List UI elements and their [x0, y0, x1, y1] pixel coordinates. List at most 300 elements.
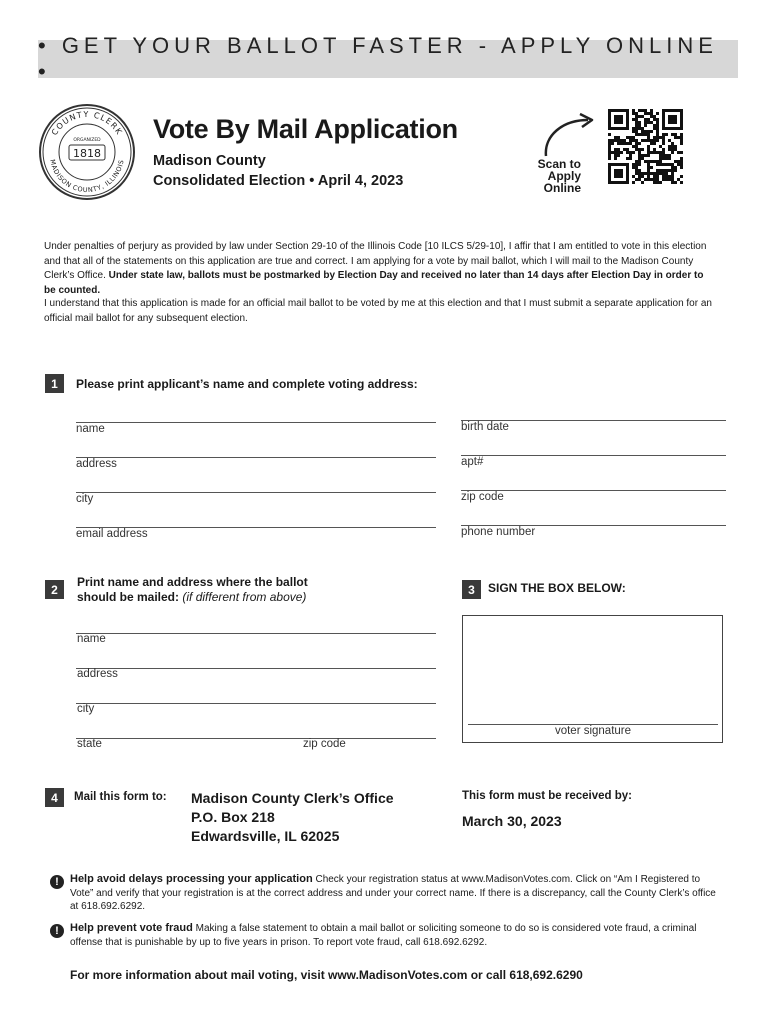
- qr-module: [644, 121, 647, 124]
- seal-bottom-text: MADISON COUNTY, ILLINOIS: [48, 158, 126, 195]
- mail-name-label: name: [77, 633, 106, 645]
- qr-module: [626, 142, 629, 145]
- qr-module: [641, 175, 644, 178]
- qr-module: [653, 139, 656, 142]
- city-label: city: [76, 493, 94, 505]
- qr-module: [662, 136, 665, 139]
- qr-module: [671, 151, 674, 154]
- qr-module: [671, 133, 674, 136]
- qr-module: [680, 166, 683, 169]
- address-field[interactable]: [76, 457, 436, 458]
- qr-module: [617, 148, 620, 151]
- qr-module: [641, 130, 644, 133]
- qr-module: [638, 124, 641, 127]
- qr-module: [674, 160, 677, 163]
- qr-module: [632, 181, 635, 184]
- qr-module: [680, 139, 683, 142]
- qr-module: [647, 175, 650, 178]
- qr-module: [638, 142, 641, 145]
- qr-module: [647, 151, 650, 154]
- qr-module: [653, 115, 656, 118]
- mail-address-line-2: P.O. Box 218: [191, 809, 275, 825]
- qr-module: [641, 115, 644, 118]
- qr-module: [650, 160, 653, 163]
- qr-module: [635, 118, 638, 121]
- qr-module: [644, 112, 647, 115]
- qr-module: [644, 118, 647, 121]
- qr-module: [635, 169, 638, 172]
- qr-module: [662, 154, 665, 157]
- section-2-number: 2: [45, 580, 64, 599]
- qr-module: [644, 178, 647, 181]
- qr-module: [650, 139, 653, 142]
- seal-year: 1818: [73, 147, 101, 160]
- qr-module: [647, 148, 650, 151]
- mail-name-field[interactable]: [76, 633, 436, 634]
- qr-module: [680, 157, 683, 160]
- qr-module: [674, 166, 677, 169]
- qr-module: [638, 169, 641, 172]
- qr-module: [650, 115, 653, 118]
- curved-arrow-icon: [540, 112, 600, 160]
- qr-module: [677, 178, 680, 181]
- zip-code-label: zip code: [461, 491, 504, 503]
- qr-module: [668, 139, 671, 142]
- qr-module: [617, 136, 620, 139]
- qr-module: [647, 163, 650, 166]
- qr-module: [656, 151, 659, 154]
- qr-module: [644, 139, 647, 142]
- qr-module: [668, 145, 671, 148]
- qr-module: [656, 172, 659, 175]
- qr-module: [614, 157, 617, 160]
- qr-module: [638, 160, 641, 163]
- mail-city-label: city: [77, 703, 95, 715]
- qr-module: [659, 169, 662, 172]
- qr-module: [644, 130, 647, 133]
- qr-module: [662, 142, 665, 145]
- qr-module: [650, 151, 653, 154]
- qr-module: [653, 151, 656, 154]
- qr-module: [608, 154, 611, 157]
- phone-label: phone number: [461, 526, 536, 538]
- qr-module: [611, 139, 614, 142]
- qr-module: [608, 151, 611, 154]
- qr-module: [671, 142, 674, 145]
- qr-module: [638, 109, 641, 112]
- qr-module: [677, 163, 680, 166]
- qr-module: [638, 148, 641, 151]
- mail-state-label: state: [77, 738, 102, 750]
- qr-module: [638, 175, 641, 178]
- qr-module: [638, 133, 641, 136]
- perjury-statement: [44, 240, 716, 298]
- qr-module: [635, 145, 638, 148]
- mail-zip-label: zip code: [303, 738, 346, 750]
- section-1-heading: Please print applicant’s name and complete voting address:: [76, 377, 418, 391]
- qr-module: [641, 127, 644, 130]
- qr-module: [635, 133, 638, 136]
- qr-module: [671, 175, 674, 178]
- qr-module: [668, 178, 671, 181]
- qr-module: [659, 136, 662, 139]
- qr-module: [659, 163, 662, 166]
- qr-module: [665, 163, 668, 166]
- qr-module: [665, 154, 668, 157]
- qr-module: [680, 160, 683, 163]
- section-2-note: (if different from above): [182, 590, 307, 604]
- qr-module: [653, 175, 656, 178]
- qr-module: [656, 112, 659, 115]
- qr-module: [608, 145, 611, 148]
- qr-module: [653, 118, 656, 121]
- qr-module: [653, 124, 656, 127]
- apply-online-banner: • GET YOUR BALLOT FASTER - APPLY ONLINE •: [38, 40, 738, 78]
- county-clerk-seal: [38, 103, 136, 201]
- qr-module: [629, 136, 632, 139]
- qr-finder-pattern: [668, 115, 677, 124]
- mail-city-field[interactable]: [76, 703, 436, 704]
- qr-module: [638, 154, 641, 157]
- mail-address-line-1: Madison County Clerk’s Office: [191, 790, 394, 806]
- qr-module: [641, 139, 644, 142]
- qr-module: [611, 142, 614, 145]
- mail-address-field[interactable]: [76, 668, 436, 669]
- qr-module: [674, 181, 677, 184]
- subsequent-election-statement: I understand that this application is made for an official mail ballot to be voted by me at this election and that I must submit a separate application for an official mail ballot for any subsequent election.: [44, 298, 712, 324]
- deadline-date: March 30, 2023: [462, 813, 562, 829]
- qr-module: [668, 148, 671, 151]
- qr-module: [647, 118, 650, 121]
- qr-module: [641, 157, 644, 160]
- qr-module: [641, 181, 644, 184]
- qr-module: [671, 166, 674, 169]
- qr-module: [650, 142, 653, 145]
- qr-module: [665, 133, 668, 136]
- qr-module: [671, 145, 674, 148]
- qr-module: [635, 124, 638, 127]
- qr-module: [647, 160, 650, 163]
- qr-module: [617, 142, 620, 145]
- qr-module: [629, 151, 632, 154]
- qr-module: [638, 121, 641, 124]
- qr-module: [671, 169, 674, 172]
- notice-delays: [70, 873, 720, 914]
- qr-module: [662, 178, 665, 181]
- qr-module: [608, 148, 611, 151]
- qr-module: [680, 136, 683, 139]
- qr-module: [647, 112, 650, 115]
- qr-module: [629, 139, 632, 142]
- qr-module: [668, 169, 671, 172]
- qr-module: [653, 136, 656, 139]
- qr-module: [680, 133, 683, 136]
- notice-fraud-title: Help prevent vote fraud: [70, 922, 193, 934]
- qr-module: [662, 133, 665, 136]
- qr-module: [674, 136, 677, 139]
- qr-module: [674, 133, 677, 136]
- qr-module: [659, 145, 662, 148]
- qr-module: [647, 139, 650, 142]
- qr-module: [632, 145, 635, 148]
- qr-module: [620, 139, 623, 142]
- qr-module: [635, 148, 638, 151]
- qr-module: [635, 130, 638, 133]
- qr-module: [659, 181, 662, 184]
- qr-module: [665, 157, 668, 160]
- qr-module: [656, 160, 659, 163]
- perjury-text: Under penalties of perjury as provided by law under Section 29-10 of the Illinois Code [10 ILCS 5/29-10], I affir that I am entitled to vote in this election and that all of the statements on this application are true and correct. I am applying for a vote by mail ballot, which I will mail to the Madison County Clerk’s Office.: [44, 241, 707, 281]
- qr-module: [641, 109, 644, 112]
- mail-address-line-3: Edwardsville, IL 62025: [191, 828, 340, 844]
- qr-module: [635, 127, 638, 130]
- qr-module: [671, 172, 674, 175]
- seal-organized-text: ORGANIZED: [73, 138, 101, 143]
- qr-module: [680, 151, 683, 154]
- notice-delays-title: Help avoid delays processing your application: [70, 873, 313, 885]
- qr-module: [632, 130, 635, 133]
- qr-module: [647, 166, 650, 169]
- qr-module: [680, 142, 683, 145]
- qr-module: [659, 160, 662, 163]
- qr-module: [641, 172, 644, 175]
- qr-module: [659, 172, 662, 175]
- qr-module: [662, 163, 665, 166]
- qr-module: [662, 151, 665, 154]
- qr-module: [656, 136, 659, 139]
- qr-module: [653, 127, 656, 130]
- qr-module: [680, 181, 683, 184]
- qr-module: [653, 142, 656, 145]
- qr-module: [623, 142, 626, 145]
- apt-label: apt#: [461, 456, 484, 468]
- qr-module: [629, 142, 632, 145]
- qr-module: [635, 115, 638, 118]
- qr-finder-pattern: [614, 115, 623, 124]
- qr-module: [644, 154, 647, 157]
- qr-module: [644, 109, 647, 112]
- qr-module: [641, 154, 644, 157]
- city-field[interactable]: [76, 492, 436, 493]
- qr-module: [647, 172, 650, 175]
- qr-module: [638, 163, 641, 166]
- qr-module: [632, 163, 635, 166]
- qr-module: [626, 151, 629, 154]
- qr-module: [647, 121, 650, 124]
- qr-module: [641, 133, 644, 136]
- qr-module: [638, 172, 641, 175]
- qr-module: [608, 139, 611, 142]
- qr-module: [656, 169, 659, 172]
- qr-module: [638, 178, 641, 181]
- name-label: name: [76, 423, 105, 435]
- qr-code[interactable]: [606, 101, 686, 191]
- qr-module: [632, 166, 635, 169]
- qr-module: [656, 127, 659, 130]
- section-3-number: 3: [462, 580, 481, 599]
- qr-module: [656, 133, 659, 136]
- qr-module: [629, 154, 632, 157]
- birth-date-label: birth date: [461, 421, 509, 433]
- qr-module: [653, 148, 656, 151]
- qr-module: [662, 148, 665, 151]
- qr-module: [659, 154, 662, 157]
- qr-module: [614, 154, 617, 157]
- qr-module: [644, 160, 647, 163]
- qr-module: [644, 124, 647, 127]
- scan-to-apply-text: [525, 158, 581, 194]
- qr-module: [656, 181, 659, 184]
- alert-icon: !: [50, 924, 64, 938]
- election-name: Consolidated Election • April 4, 2023: [153, 173, 404, 189]
- notice-fraud-text: Making a false statement to obtain a mail ballot or soliciting someone to do so is considered vote fraud, a criminal offense that is punishable by up to five years in prison. To report vote fraud, call 618.692.6292.: [70, 923, 697, 948]
- qr-module: [641, 148, 644, 151]
- qr-module: [635, 178, 638, 181]
- qr-module: [656, 178, 659, 181]
- qr-module: [680, 163, 683, 166]
- qr-module: [647, 130, 650, 133]
- qr-module: [626, 157, 629, 160]
- qr-module: [608, 142, 611, 145]
- qr-module: [650, 109, 653, 112]
- qr-module: [635, 112, 638, 115]
- qr-module: [653, 160, 656, 163]
- qr-module: [650, 172, 653, 175]
- qr-module: [632, 112, 635, 115]
- qr-module: [674, 169, 677, 172]
- qr-module: [638, 127, 641, 130]
- qr-module: [659, 157, 662, 160]
- qr-module: [611, 151, 614, 154]
- qr-module: [665, 178, 668, 181]
- qr-module: [653, 172, 656, 175]
- qr-module: [680, 175, 683, 178]
- qr-module: [662, 139, 665, 142]
- qr-module: [653, 181, 656, 184]
- qr-module: [647, 145, 650, 148]
- qr-module: [617, 154, 620, 157]
- notice-delays-text: Check your registration status at www.MadisonVotes.com. Click on “Am I Registered to Vote” and verify that your registration is at the correct address and under your correct name. If there is a discrepancy, call the County Clerk’s office at 618.692.6292.: [70, 874, 716, 912]
- qr-module: [674, 148, 677, 151]
- qr-module: [617, 151, 620, 154]
- qr-module: [653, 178, 656, 181]
- section-4-number: 4: [45, 788, 64, 807]
- qr-module: [614, 148, 617, 151]
- qr-module: [677, 151, 680, 154]
- section-3-heading: SIGN THE BOX BELOW:: [488, 581, 626, 595]
- qr-module: [662, 157, 665, 160]
- qr-module: [650, 166, 653, 169]
- postmark-rule: Under state law, ballots must be postmarked by Election Day and received no later than 14 days after Election Day in order to be counted.: [44, 270, 704, 296]
- qr-module: [647, 133, 650, 136]
- footer-info: For more information about mail voting, visit www.MadisonVotes.com or call 618,692.6290: [70, 968, 583, 982]
- qr-module: [668, 175, 671, 178]
- apt-field[interactable]: [461, 455, 726, 456]
- qr-module: [662, 175, 665, 178]
- qr-module: [635, 142, 638, 145]
- qr-module: [608, 133, 611, 136]
- name-field[interactable]: [76, 422, 436, 423]
- qr-module: [656, 175, 659, 178]
- form-title: Vote By Mail Application: [153, 114, 458, 144]
- qr-finder-pattern: [614, 169, 623, 178]
- qr-module: [662, 172, 665, 175]
- qr-module: [629, 157, 632, 160]
- qr-module: [665, 175, 668, 178]
- address-label: address: [76, 458, 117, 470]
- qr-module: [647, 154, 650, 157]
- qr-module: [656, 118, 659, 121]
- notice-fraud: [70, 922, 720, 949]
- qr-module: [656, 124, 659, 127]
- qr-module: [632, 151, 635, 154]
- qr-module: [665, 172, 668, 175]
- qr-module: [671, 148, 674, 151]
- mail-state-zip-field[interactable]: [76, 738, 436, 739]
- qr-module: [635, 172, 638, 175]
- scan-line-1: Scan to: [537, 157, 581, 171]
- voter-signature-label: voter signature: [554, 725, 632, 737]
- mail-to-label: Mail this form to:: [74, 791, 167, 803]
- qr-module: [647, 169, 650, 172]
- qr-module: [632, 175, 635, 178]
- qr-module: [608, 157, 611, 160]
- qr-module: [623, 139, 626, 142]
- qr-module: [659, 151, 662, 154]
- qr-module: [656, 130, 659, 133]
- qr-module: [635, 139, 638, 142]
- qr-module: [677, 160, 680, 163]
- section-2-heading-line-1: Print name and address where the ballot: [77, 575, 308, 589]
- qr-module: [638, 115, 641, 118]
- qr-module: [644, 172, 647, 175]
- section-2-heading-line-2: should be mailed:: [77, 590, 180, 604]
- qr-module: [635, 163, 638, 166]
- qr-module: [632, 109, 635, 112]
- qr-module: [650, 121, 653, 124]
- qr-module: [632, 136, 635, 139]
- qr-module: [614, 139, 617, 142]
- qr-module: [644, 133, 647, 136]
- qr-module: [668, 163, 671, 166]
- qr-module: [668, 157, 671, 160]
- qr-module: [656, 121, 659, 124]
- qr-module: [656, 139, 659, 142]
- qr-module: [671, 181, 674, 184]
- mail-address-label: address: [77, 668, 118, 680]
- qr-module: [677, 136, 680, 139]
- qr-module: [668, 154, 671, 157]
- qr-module: [662, 169, 665, 172]
- alert-icon: !: [50, 875, 64, 889]
- email-label: email address: [76, 528, 148, 540]
- qr-module: [614, 151, 617, 154]
- qr-module: [671, 163, 674, 166]
- qr-module: [650, 130, 653, 133]
- county-name: Madison County: [153, 153, 266, 169]
- qr-module: [620, 151, 623, 154]
- qr-module: [650, 178, 653, 181]
- section-1-number: 1: [45, 374, 64, 393]
- qr-module: [617, 139, 620, 142]
- qr-module: [674, 145, 677, 148]
- qr-module: [665, 169, 668, 172]
- qr-module: [638, 157, 641, 160]
- qr-module: [650, 112, 653, 115]
- qr-module: [632, 139, 635, 142]
- seal-top-text: COUNTY CLERK: [49, 109, 125, 137]
- deadline-label: This form must be received by:: [462, 790, 632, 802]
